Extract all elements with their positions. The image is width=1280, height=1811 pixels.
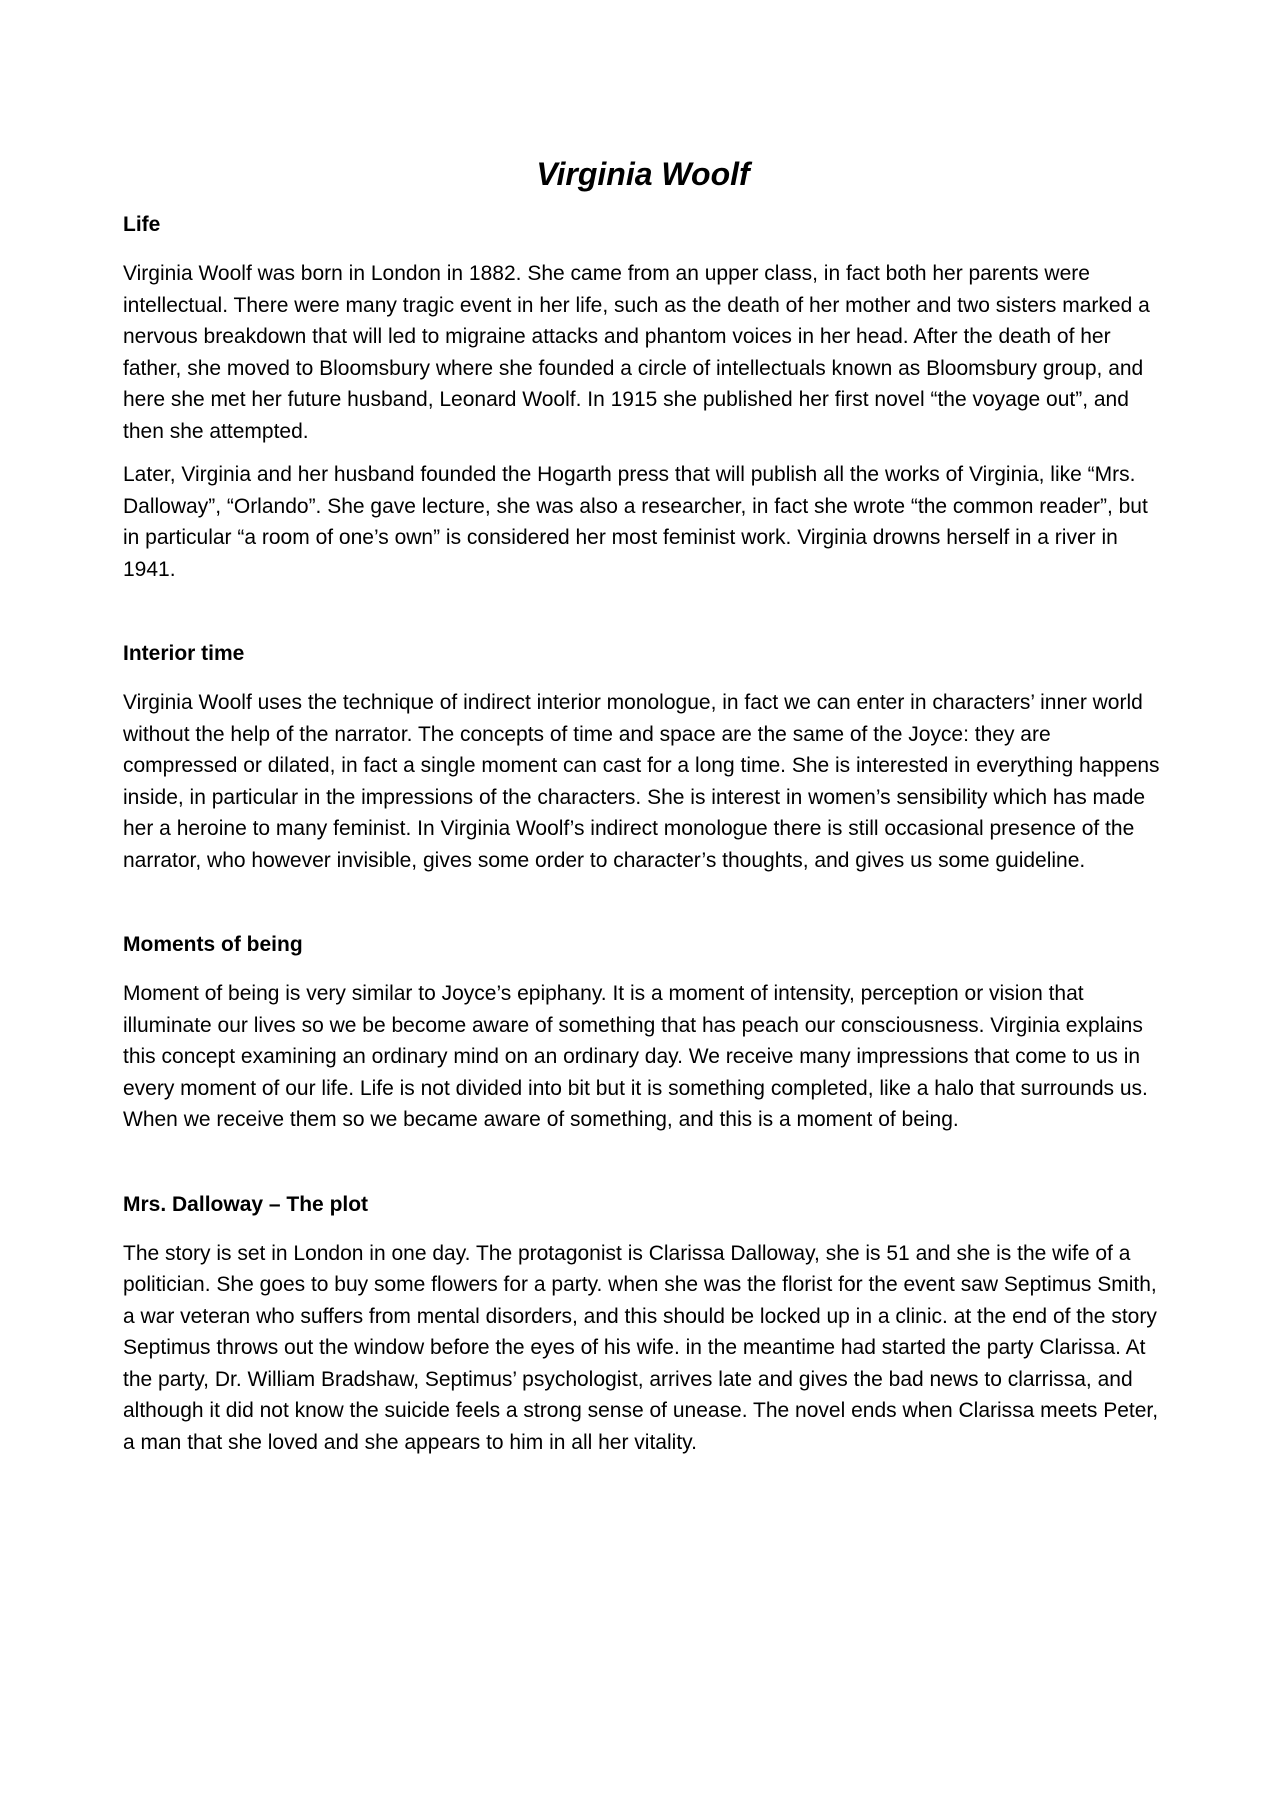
section-life [123,212,1163,585]
paragraph: The story is set in London in one day. The protagonist is Clarissa Dalloway, she is 51 and she is the wife of a politician. She goes to buy some flowers for a party. when she was the florist for the event saw Septimus Smith, a war veteran who suffers from mental disorders, and this should be locked up in a clinic. at the end of the story Septimus throws out the window before the eyes of his wife. in the meantime had started the party Clarissa. At the party, Dr. William Bradshaw, Septimus’ psychologist, arrives late and gives the bad news to clarrissa, and although it did not know the suicide feels a strong sense of unease. The novel ends when Clarissa meets Peter, a man that she loved and she appears to him in all her vitality. [123,1241,1159,1454]
paragraph: Virginia Woolf uses the technique of indirect interior monologue, in fact we can enter in characters’ inner world without the help of the narrator. The concepts of time and space are the same of the Joyce: they are compressed or dilated, in fact a single moment can cast for a long time. She is interested in everything happens inside, in particular in the impressions of the characters. She is interest in women’s sensibility which has made her a heroine to many feminist. In Virginia Woolf’s indirect monologue there is still occasional presence of the narrator, who however invisible, gives some order to character’s thoughts, and gives us some guideline. [123,691,1160,872]
document-title: Virginia Woolf [536,156,750,192]
section-moments-of-being [123,932,1163,1136]
paragraph: Virginia Woolf was born in London in 1882. She came from an upper class, in fact both her parents were intellectual. There were many tragic event in her life, such as the death of her mother and two sisters marked a nervous breakdown that will led to migraine attacks and phantom voices in her head. After the death of her father, she moved to Bloomsbury where she founded a circle of intellectuals known as Bloomsbury group, and here she met her future husband, Leonard Woolf. In 1915 she published her first novel “the voyage out”, and then she attempted. [123,262,1150,443]
section-heading: Life [123,213,161,236]
section-heading: Interior time [123,642,245,665]
section-heading: Mrs. Dalloway – The plot [123,1192,369,1216]
document-body [123,154,1163,1470]
section-mrs-dalloway-plot [123,1192,1163,1459]
paragraph: Later, Virginia and her husband founded the Hogarth press that will publish all the works of Virginia, like “Mrs. Dalloway”, “Orlando”. She gave lecture, she was also a researcher, in fact she wrote “the common reader”, but in particular “a room of one’s own” is considered her most feminist work. Virginia drowns herself in a river in 1941. [123,463,1148,581]
section-heading: Moments of being [123,933,303,956]
paragraph: Moment of being is very similar to Joyce’s epiphany. It is a moment of intensity, perception or vision that illuminate our lives so we be become aware of something that has peach our consciousness. Virginia explains this concept examining an ordinary mind on an ordinary day. We receive many impressions that come to us in every moment of our life. Life is not divided into bit but it is something completed, like a halo that surrounds us. When we receive them so we became aware of something, and this is a moment of being. [123,982,1148,1131]
section-interior-time [123,641,1163,876]
